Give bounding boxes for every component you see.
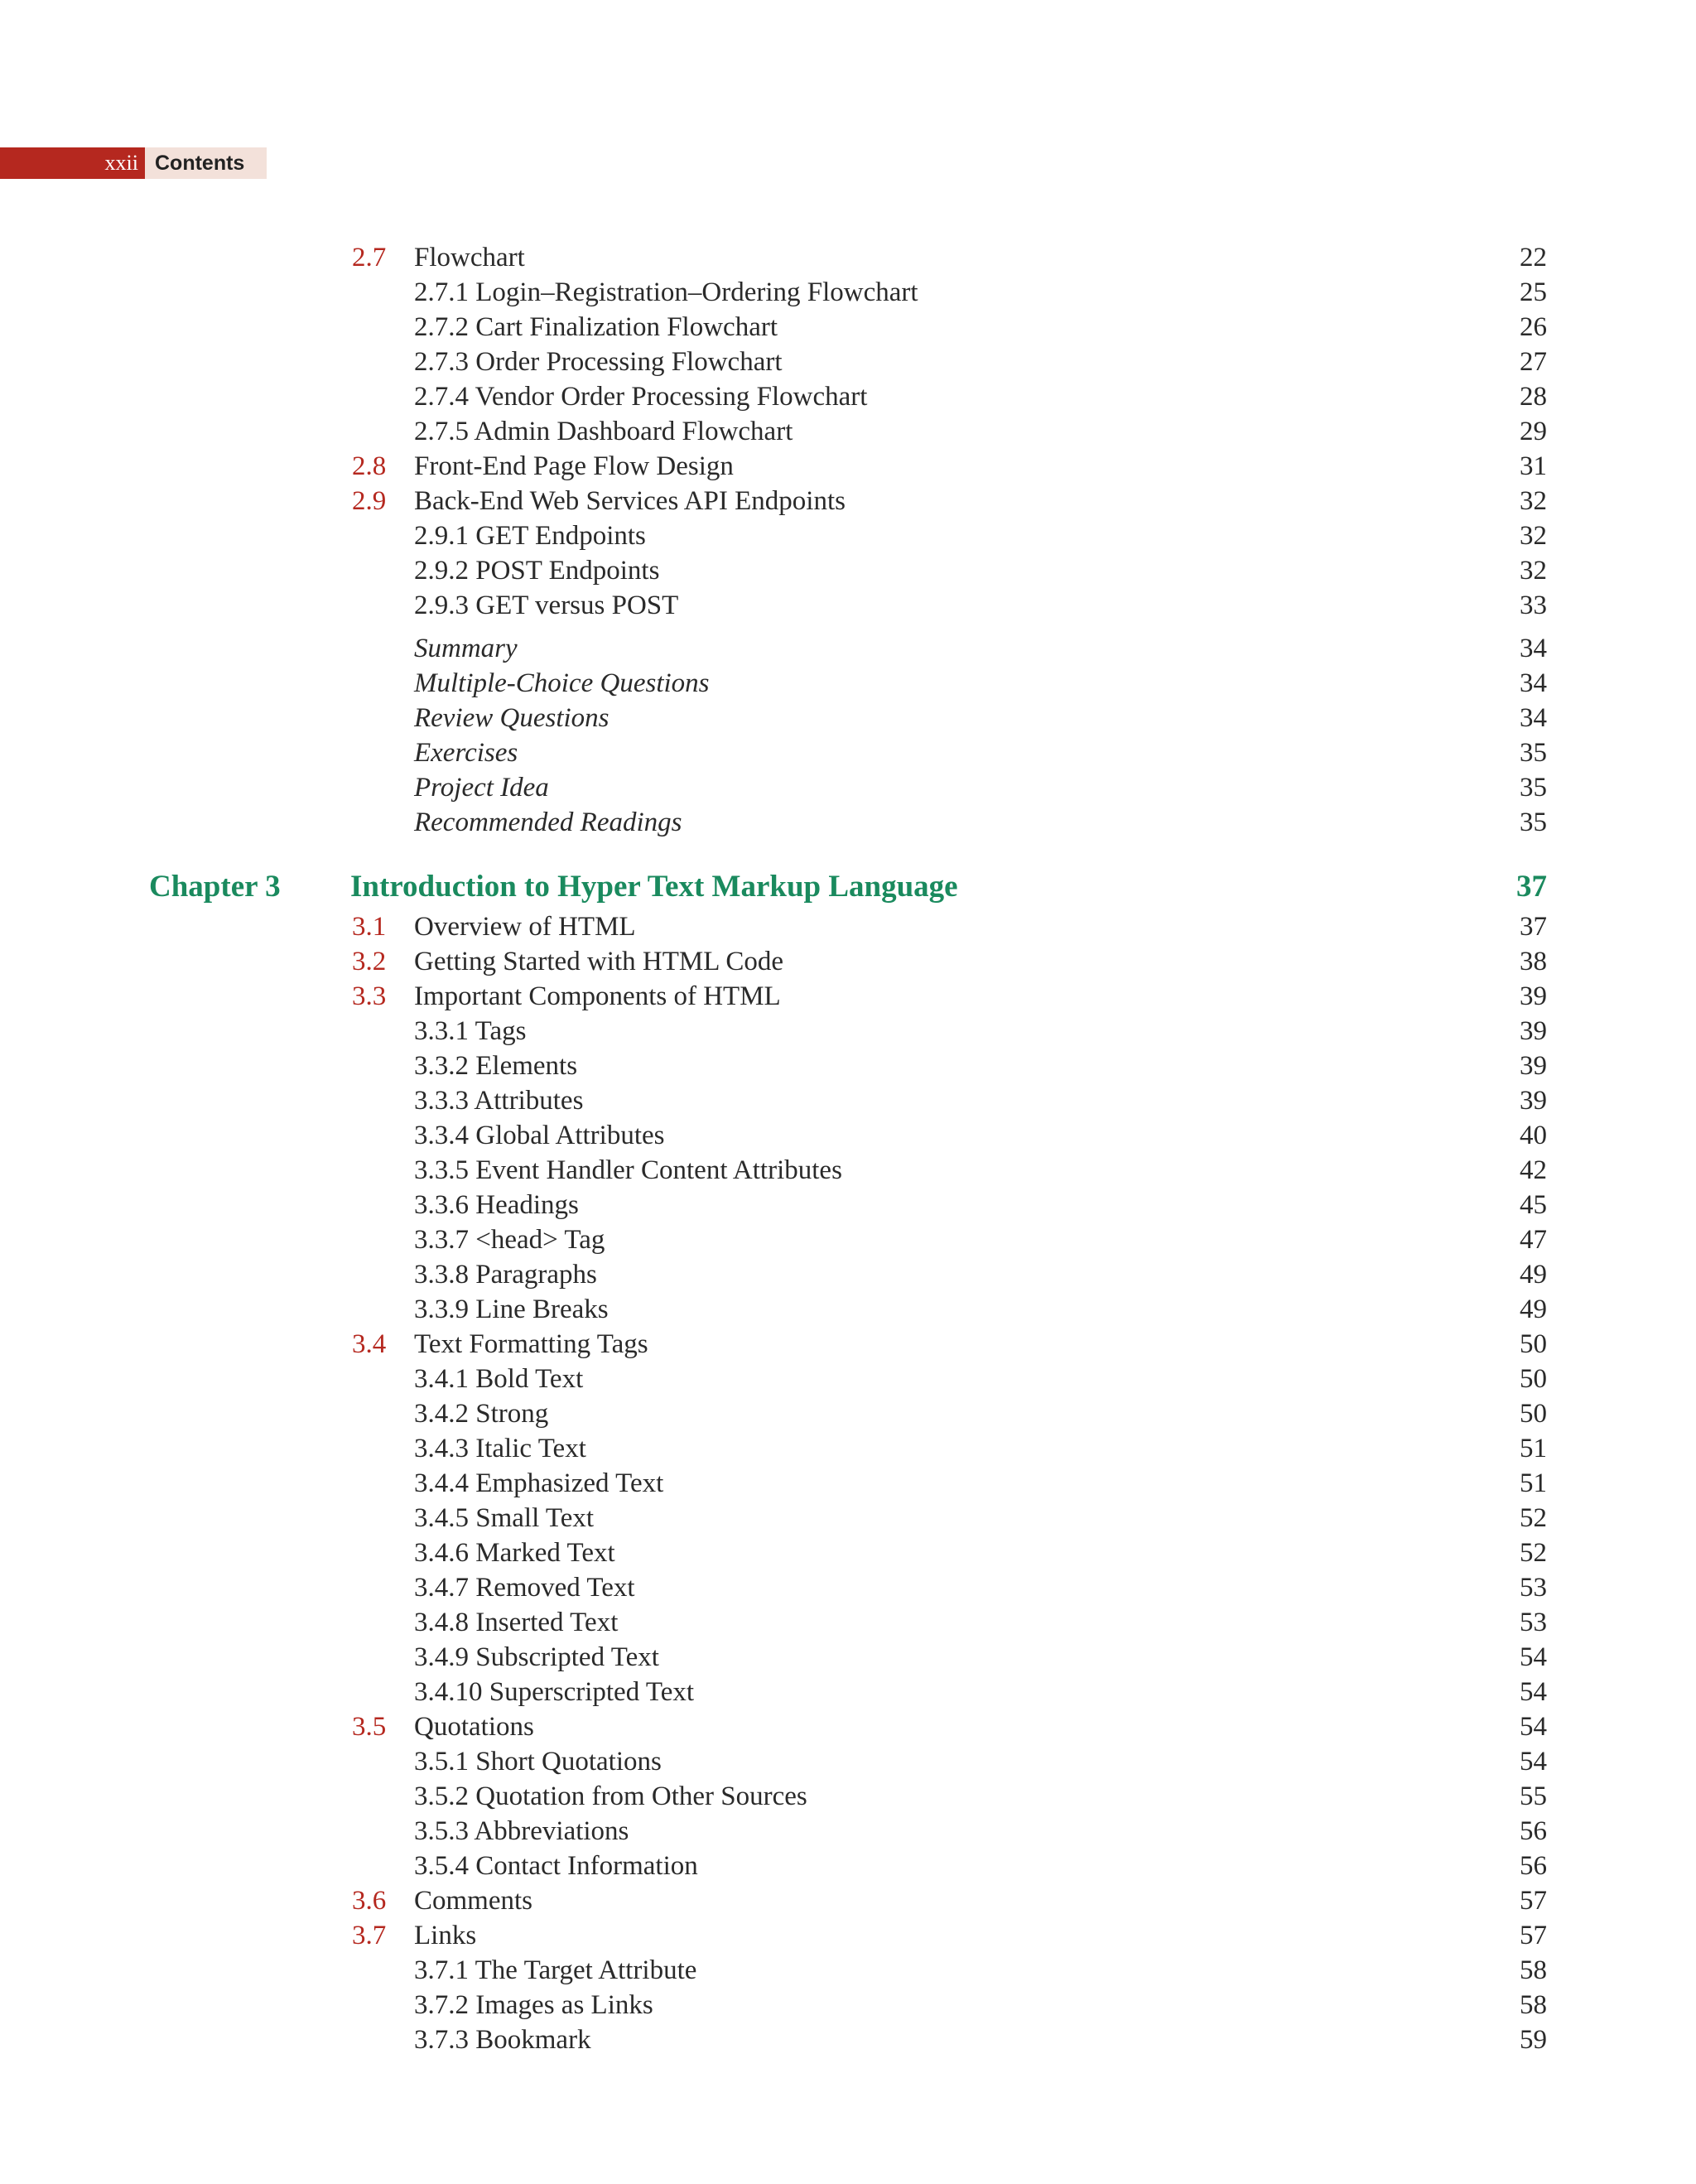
- toc-entry[interactable]: [0, 2022, 1696, 2057]
- toc-entry-page: 40: [1520, 1121, 1547, 1150]
- toc-entry[interactable]: [0, 1014, 1696, 1049]
- toc-entry-title: 3.5.4 Contact Information: [414, 1851, 698, 1881]
- toc-entry[interactable]: [0, 1570, 1696, 1605]
- toc-entry-title: Summary: [414, 634, 518, 663]
- spacer: [0, 623, 1696, 631]
- toc-entry-page: 37: [1520, 912, 1547, 942]
- toc-entry-title: 3.7.2 Images as Links: [414, 1990, 653, 2020]
- toc-entry[interactable]: [0, 1327, 1696, 1362]
- toc-entry[interactable]: [0, 275, 1696, 310]
- toc-entry-title: 2.7.2 Cart Finalization Flowchart: [414, 312, 778, 342]
- spacer: [0, 840, 1696, 865]
- toc-entry-page: 57: [1520, 1921, 1547, 1950]
- toc-entry-title: 3.4.8 Inserted Text: [414, 1608, 619, 1637]
- toc-entry-page: 58: [1520, 1990, 1547, 2020]
- toc-entry-page: 47: [1520, 1225, 1547, 1255]
- toc-entry-number: 3.7: [352, 1921, 387, 1950]
- toc-entry-title: 2.7.5 Admin Dashboard Flowchart: [414, 417, 793, 446]
- toc-entry-title: 3.5.1 Short Quotations: [414, 1747, 662, 1777]
- chapter-label: Chapter 3: [149, 870, 281, 904]
- toc-end-matter-entry[interactable]: [0, 701, 1696, 735]
- toc-entry-title: Project Idea: [414, 773, 549, 803]
- toc-entry[interactable]: [0, 379, 1696, 414]
- toc-entry[interactable]: [0, 1640, 1696, 1675]
- toc-entry-page: 53: [1520, 1573, 1547, 1603]
- toc-entry[interactable]: [0, 1257, 1696, 1292]
- chapter-title: Introduction to Hyper Text Markup Language: [350, 870, 958, 904]
- toc-entry-number: 2.7: [352, 243, 387, 272]
- toc-entry[interactable]: [0, 1118, 1696, 1153]
- toc-entry-page: 29: [1520, 417, 1547, 446]
- toc-entry[interactable]: [0, 1362, 1696, 1396]
- toc-entry[interactable]: [0, 1918, 1696, 1953]
- toc-entry[interactable]: [0, 909, 1696, 944]
- toc-entry-title: Back-End Web Services API Endpoints: [414, 486, 846, 516]
- toc-entry[interactable]: [0, 449, 1696, 484]
- toc-entry-title: 2.7.4 Vendor Order Processing Flowchart: [414, 382, 868, 412]
- toc-entry-page: 32: [1520, 486, 1547, 516]
- toc-entry-page: 55: [1520, 1781, 1547, 1811]
- toc-entry-title: 3.4.5 Small Text: [414, 1503, 595, 1533]
- toc-entry-page: 53: [1520, 1608, 1547, 1637]
- toc-entry[interactable]: [0, 1501, 1696, 1536]
- toc-entry-title: 3.4.4 Emphasized Text: [414, 1468, 664, 1498]
- toc-entry[interactable]: [0, 1675, 1696, 1709]
- toc-entry-title: 3.7.1 The Target Attribute: [414, 1955, 697, 1985]
- toc-entry[interactable]: [0, 1849, 1696, 1883]
- toc-entry-page: 49: [1520, 1260, 1547, 1290]
- toc-entry-page: 22: [1520, 243, 1547, 272]
- toc-entry-page: 49: [1520, 1294, 1547, 1324]
- toc-entry-page: 38: [1520, 947, 1547, 976]
- toc-entry[interactable]: [0, 1222, 1696, 1257]
- toc-entry[interactable]: [0, 1466, 1696, 1501]
- toc-entry-page: 35: [1520, 773, 1547, 803]
- toc-entry-number: 3.3: [352, 981, 387, 1011]
- toc-entry-number: 2.9: [352, 486, 387, 516]
- toc-entry-page: 51: [1520, 1468, 1547, 1498]
- toc-entry-title: 3.3.6 Headings: [414, 1190, 579, 1220]
- toc-entry[interactable]: [0, 1744, 1696, 1779]
- toc-entry[interactable]: [0, 944, 1696, 979]
- toc-entry-title: 3.3.8 Paragraphs: [414, 1260, 597, 1290]
- toc-entry[interactable]: [0, 345, 1696, 379]
- toc-entry-title: 3.4.6 Marked Text: [414, 1538, 615, 1568]
- toc-entry[interactable]: [0, 414, 1696, 449]
- toc-entry-page: 27: [1520, 347, 1547, 377]
- toc-entry-page: 25: [1520, 277, 1547, 307]
- toc-entry-title: 2.9.2 POST Endpoints: [414, 556, 660, 586]
- toc-entry-page: 32: [1520, 556, 1547, 586]
- toc-entry[interactable]: [0, 1953, 1696, 1988]
- toc-entry-page: 59: [1520, 2025, 1547, 2055]
- toc-entry-title: Front-End Page Flow Design: [414, 451, 734, 481]
- toc-entry[interactable]: [0, 1814, 1696, 1849]
- toc-entry-title: 3.4.1 Bold Text: [414, 1364, 584, 1394]
- toc-entry-title: Comments: [414, 1886, 533, 1916]
- toc-entry-title: 3.7.3 Bookmark: [414, 2025, 591, 2055]
- toc-entry[interactable]: [0, 1779, 1696, 1814]
- toc-entry[interactable]: [0, 1709, 1696, 1744]
- toc-entry-number: 3.1: [352, 912, 387, 942]
- toc-entry-page: 56: [1520, 1816, 1547, 1846]
- toc-entry-title: 3.3.3 Attributes: [414, 1086, 584, 1116]
- toc-entry[interactable]: [0, 1188, 1696, 1222]
- toc-entry-title: 3.5.2 Quotation from Other Sources: [414, 1781, 807, 1811]
- toc-entry-page: 31: [1520, 451, 1547, 481]
- toc-entry-title: 3.4.7 Removed Text: [414, 1573, 635, 1603]
- table-of-contents: [0, 240, 1696, 2057]
- toc-entry[interactable]: [0, 1049, 1696, 1083]
- toc-entry[interactable]: [0, 1605, 1696, 1640]
- toc-entry-page: 34: [1520, 634, 1547, 663]
- toc-entry-title: Important Components of HTML: [414, 981, 781, 1011]
- toc-entry-title: 3.4.9 Subscripted Text: [414, 1642, 659, 1672]
- toc-entry-title: 3.3.7 <head> Tag: [414, 1225, 605, 1255]
- toc-entry[interactable]: [0, 1153, 1696, 1188]
- toc-entry-page: 54: [1520, 1712, 1547, 1742]
- toc-entry[interactable]: [0, 1292, 1696, 1327]
- toc-entry-number: 3.4: [352, 1329, 387, 1359]
- toc-entry[interactable]: [0, 1988, 1696, 2022]
- toc-entry[interactable]: [0, 310, 1696, 345]
- chapter-heading[interactable]: [0, 865, 1696, 909]
- section-label: Contents: [145, 147, 267, 179]
- toc-entry-title: Overview of HTML: [414, 912, 636, 942]
- toc-entry-page: 39: [1520, 1086, 1547, 1116]
- toc-end-matter-entry[interactable]: [0, 735, 1696, 770]
- toc-entry-title: 3.3.5 Event Handler Content Attributes: [414, 1155, 842, 1185]
- toc-entry-number: 3.6: [352, 1886, 387, 1916]
- toc-entry-number: 3.2: [352, 947, 387, 976]
- toc-end-matter: [0, 631, 1696, 840]
- toc-entry-page: 54: [1520, 1677, 1547, 1707]
- toc-entry-title: 2.7.3 Order Processing Flowchart: [414, 347, 783, 377]
- toc-entry-page: 33: [1520, 591, 1547, 620]
- toc-entry-page: 57: [1520, 1886, 1547, 1916]
- toc-entry-page: 51: [1520, 1434, 1547, 1463]
- toc-entry-page: 54: [1520, 1642, 1547, 1672]
- toc-entry[interactable]: [0, 240, 1696, 275]
- page-number: xxii: [0, 147, 145, 179]
- toc-entry-page: 35: [1520, 808, 1547, 837]
- toc-entry-page: 56: [1520, 1851, 1547, 1881]
- toc-entry-page: 35: [1520, 738, 1547, 768]
- toc-entry-page: 52: [1520, 1538, 1547, 1568]
- toc-entry[interactable]: [0, 1431, 1696, 1466]
- toc-entry-title: 3.3.9 Line Breaks: [414, 1294, 609, 1324]
- toc-entry-page: 39: [1520, 1016, 1547, 1046]
- toc-entry-title: 3.4.3 Italic Text: [414, 1434, 586, 1463]
- toc-entry-title: Text Formatting Tags: [414, 1329, 648, 1359]
- toc-entry-title: Flowchart: [414, 243, 525, 272]
- toc-entry[interactable]: [0, 1883, 1696, 1918]
- toc-entry-page: 34: [1520, 703, 1547, 733]
- toc-entry-title: 3.3.1 Tags: [414, 1016, 527, 1046]
- toc-entry-page: 58: [1520, 1955, 1547, 1985]
- toc-entry-page: 26: [1520, 312, 1547, 342]
- toc-entry-title: 3.3.2 Elements: [414, 1051, 578, 1081]
- toc-entry-page: 50: [1520, 1364, 1547, 1394]
- toc-end-matter-entry[interactable]: [0, 805, 1696, 840]
- toc-entry-page: 34: [1520, 668, 1547, 698]
- toc-entry-title: 3.5.3 Abbreviations: [414, 1816, 629, 1846]
- toc-entry-title: 3.4.2 Strong: [414, 1399, 549, 1429]
- toc-entry[interactable]: [0, 1536, 1696, 1570]
- toc-entry-page: 50: [1520, 1329, 1547, 1359]
- toc-entry-page: 39: [1520, 981, 1547, 1011]
- toc-entry[interactable]: [0, 553, 1696, 588]
- toc-entry-page: 32: [1520, 521, 1547, 551]
- toc-entry-page: 52: [1520, 1503, 1547, 1533]
- toc-entry-title: 3.4.10 Superscripted Text: [414, 1677, 695, 1707]
- toc-part-1: [0, 240, 1696, 623]
- toc-end-matter-entry[interactable]: [0, 666, 1696, 701]
- toc-entry[interactable]: [0, 588, 1696, 623]
- toc-entry-number: 3.5: [352, 1712, 387, 1742]
- toc-entry[interactable]: [0, 1083, 1696, 1118]
- toc-entry-page: 54: [1520, 1747, 1547, 1777]
- toc-entry-title: Links: [414, 1921, 477, 1950]
- toc-entry-title: 2.9.1 GET Endpoints: [414, 521, 646, 551]
- toc-entry-title: 2.7.1 Login–Registration–Ordering Flowchart: [414, 277, 918, 307]
- toc-entry-title: 3.3.4 Global Attributes: [414, 1121, 665, 1150]
- toc-entry-title: Multiple-Choice Questions: [414, 668, 710, 698]
- toc-entry-title: 2.9.3 GET versus POST: [414, 591, 679, 620]
- toc-end-matter-entry[interactable]: [0, 770, 1696, 805]
- toc-entry[interactable]: [0, 1396, 1696, 1431]
- toc-entry[interactable]: [0, 979, 1696, 1014]
- running-header: [0, 147, 267, 179]
- chapter-page: 37: [1516, 870, 1547, 904]
- toc-entry-page: 45: [1520, 1190, 1547, 1220]
- toc-entry-page: 50: [1520, 1399, 1547, 1429]
- toc-entry-page: 28: [1520, 382, 1547, 412]
- toc-entry-title: Review Questions: [414, 703, 610, 733]
- toc-entry-page: 39: [1520, 1051, 1547, 1081]
- toc-entry[interactable]: [0, 518, 1696, 553]
- toc-end-matter-entry[interactable]: [0, 631, 1696, 666]
- toc-entry-title: Getting Started with HTML Code: [414, 947, 784, 976]
- toc-part-2: [0, 909, 1696, 2057]
- toc-entry[interactable]: [0, 484, 1696, 518]
- toc-entry-number: 2.8: [352, 451, 387, 481]
- toc-entry-title: Quotations: [414, 1712, 534, 1742]
- toc-entry-page: 42: [1520, 1155, 1547, 1185]
- toc-entry-title: Exercises: [414, 738, 518, 768]
- toc-entry-title: Recommended Readings: [414, 808, 682, 837]
